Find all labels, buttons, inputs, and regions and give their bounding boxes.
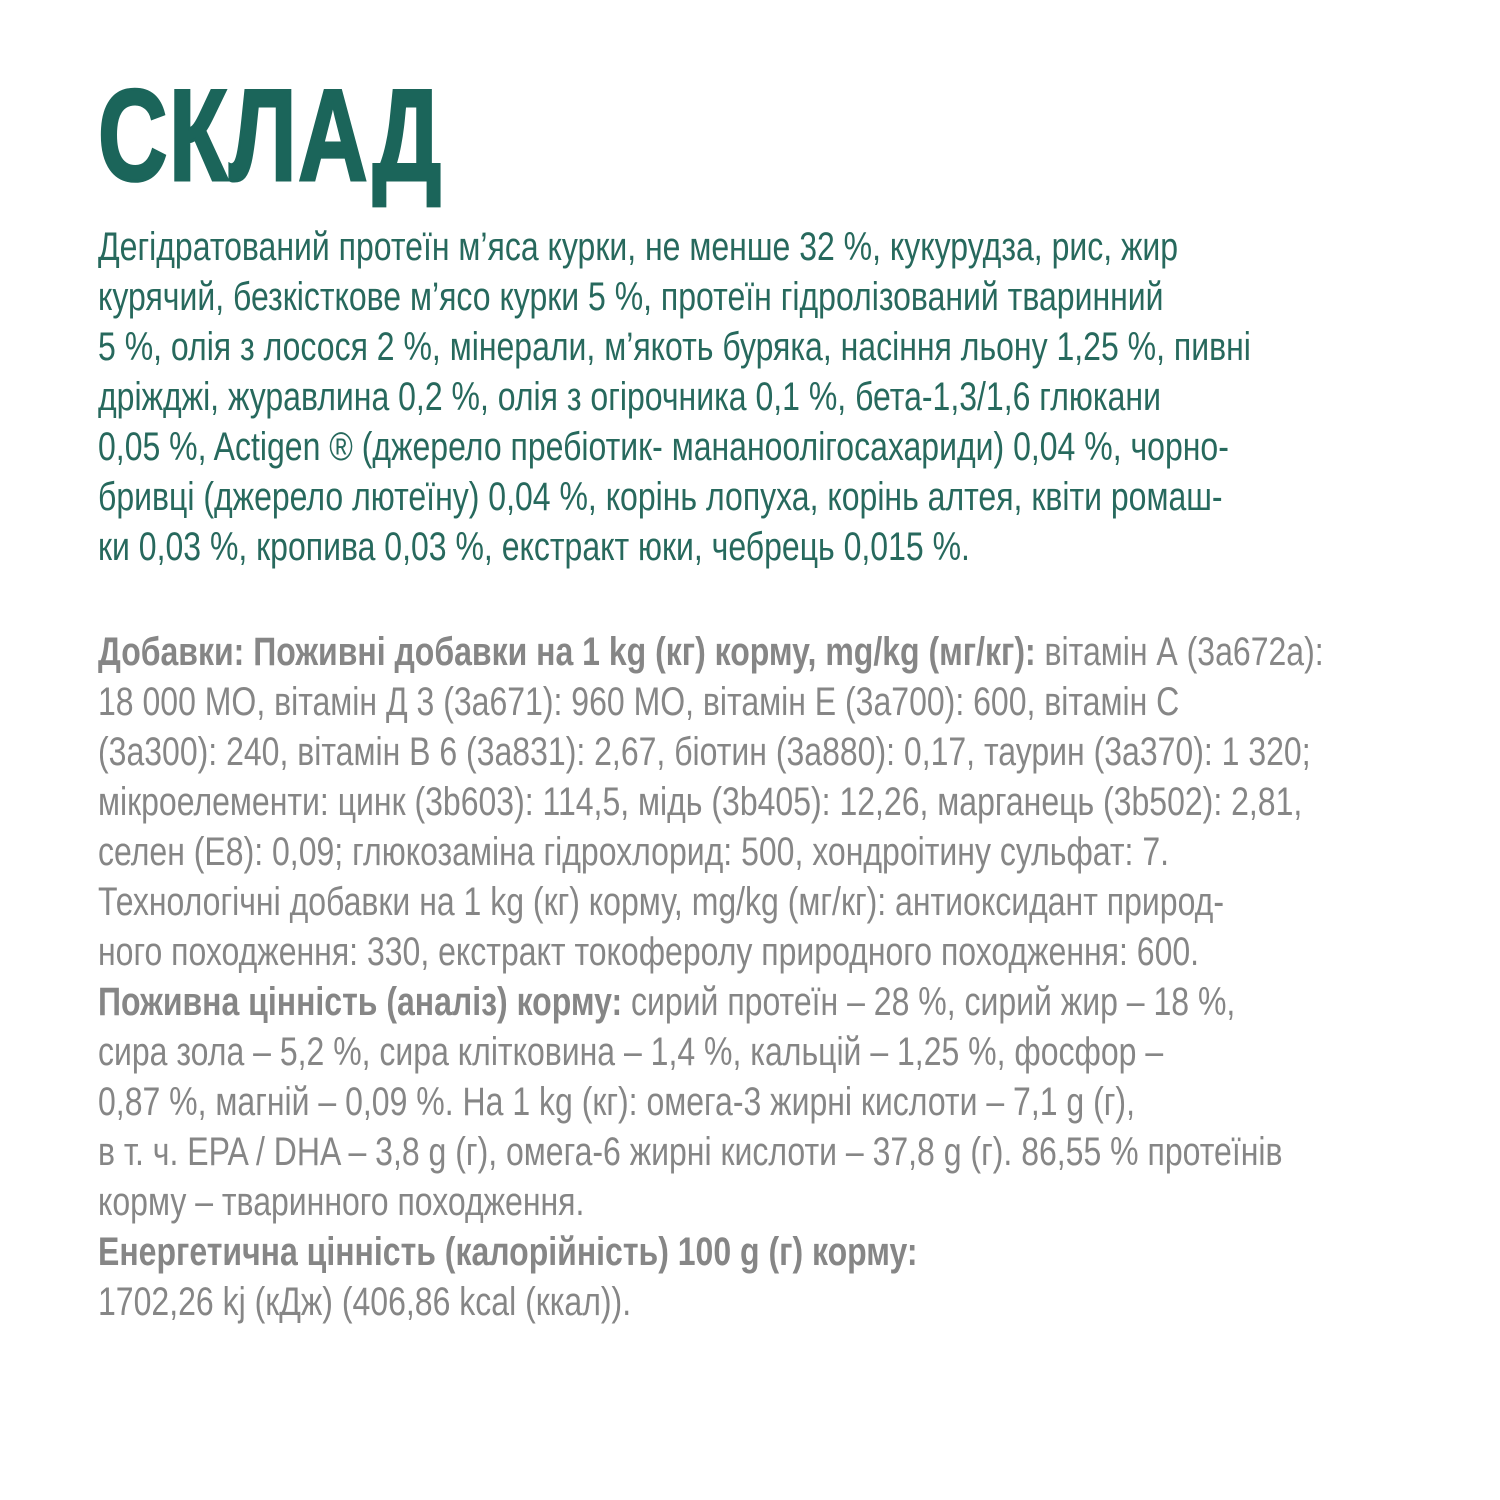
additives-line [98, 727, 1311, 777]
composition-line: бривці (джерело лютеїну) 0,04 %, корінь лопуха, корінь алтея, квіти ромаш- [98, 475, 1223, 519]
line-regular-segment: 1702,26 kj (кДж) (406,86 kcal (ккал)). [98, 1280, 632, 1324]
label-page [98, 62, 1500, 1327]
line-regular-segment: ного походження: 330, екстракт токоферолу природного походження: 600. [98, 930, 1200, 974]
additives-line [98, 1127, 1283, 1177]
additives-line [98, 977, 1236, 1027]
line-bold-segment: Добавки: Поживні добавки на 1 kg (кг) корму, mg/kg (мг/кг): [98, 630, 1036, 674]
line-regular-segment: сира зола – 5,2 %, сира клітковина – 1,4 %, кальцій – 1,25 %, фосфор – [98, 1030, 1164, 1074]
additives-line [98, 627, 1324, 677]
line-regular-segment: мікроелементи: цинк (3b603): 114,5, мідь (3b405): 12,26, марганець (3b502): 2,81, [98, 780, 1303, 824]
line-regular-segment: селен (Е8): 0,09; глюкозаміна гідрохлорид: 500, хондроітину сульфат: 7. [98, 830, 1170, 874]
composition-line: дріжджі, журавлина 0,2 %, олія з огірочника 0,1 %, бета-1,3/1,6 глюкани [98, 375, 1161, 419]
line-regular-segment: в т. ч. EPA / DHA – 3,8 g (г), омега-6 жирні кислоти – 37,8 g (г). 86,55 % протеїнів [98, 1130, 1283, 1174]
additives-paragraph [98, 627, 1500, 1327]
additives-line [98, 777, 1303, 827]
composition-line: Дегідратований протеїн м’яса курки, не менше 32 %, кукурудза, рис, жир [98, 225, 1179, 269]
composition-line: 5 %, олія з лосося 2 %, мінерали, м’якоть буряка, насіння льону 1,25 %, пивні [98, 325, 1251, 369]
composition-paragraph [98, 222, 1500, 572]
additives-line [98, 827, 1220, 877]
line-regular-segment: сирий протеїн – 28 %, сирий жир – 18 %, [622, 980, 1236, 1024]
additives-line [98, 927, 1220, 977]
line-regular-segment: Технологічні добавки на 1 kg (кг) корму, mg/kg (мг/кг): антиоксидант природ- [98, 880, 1224, 924]
additives-line [98, 1277, 1220, 1327]
composition-line: курячий, безкісткове м’ясо курки 5 %, протеїн гідролізований тваринний [98, 275, 1164, 319]
additives-line [98, 1177, 1220, 1227]
line-regular-segment: 0,87 %, магній – 0,09 %. На 1 kg (кг): омега-3 жирні кислоти – 7,1 g (г), [98, 1080, 1135, 1124]
line-regular-segment: корму – тваринного походження. [98, 1180, 585, 1224]
page-title: СКЛАД [98, 62, 443, 208]
line-bold-segment: Поживна цінність (аналіз) корму: [98, 980, 623, 1024]
additives-line [98, 877, 1224, 927]
line-regular-segment: 18 000 МО, вітамін Д 3 (3а671): 960 МО, вітамін Е (3а700): 600, вітамін С [98, 680, 1180, 724]
additives-line [98, 1077, 1220, 1127]
composition-line: 0,05 %, Actigen ® (джерело пребіотик- мананоолігосахариди) 0,04 %, чорно- [98, 425, 1229, 469]
additives-line [98, 1027, 1220, 1077]
composition-line: ки 0,03 %, кропива 0,03 %, екстракт юки, чебрець 0,015 %. [98, 525, 970, 569]
line-regular-segment: вітамін А (3а672а): [1035, 630, 1324, 674]
line-bold-segment: Енергетична цінність (калорійність) 100 g (г) корму: [98, 1230, 918, 1274]
line-regular-segment: (3а300): 240, вітамін В 6 (3а831): 2,67, біотин (3а880): 0,17, таурин (3а370): 1 320; [98, 730, 1311, 774]
additives-line [98, 1227, 1220, 1277]
additives-line [98, 677, 1220, 727]
